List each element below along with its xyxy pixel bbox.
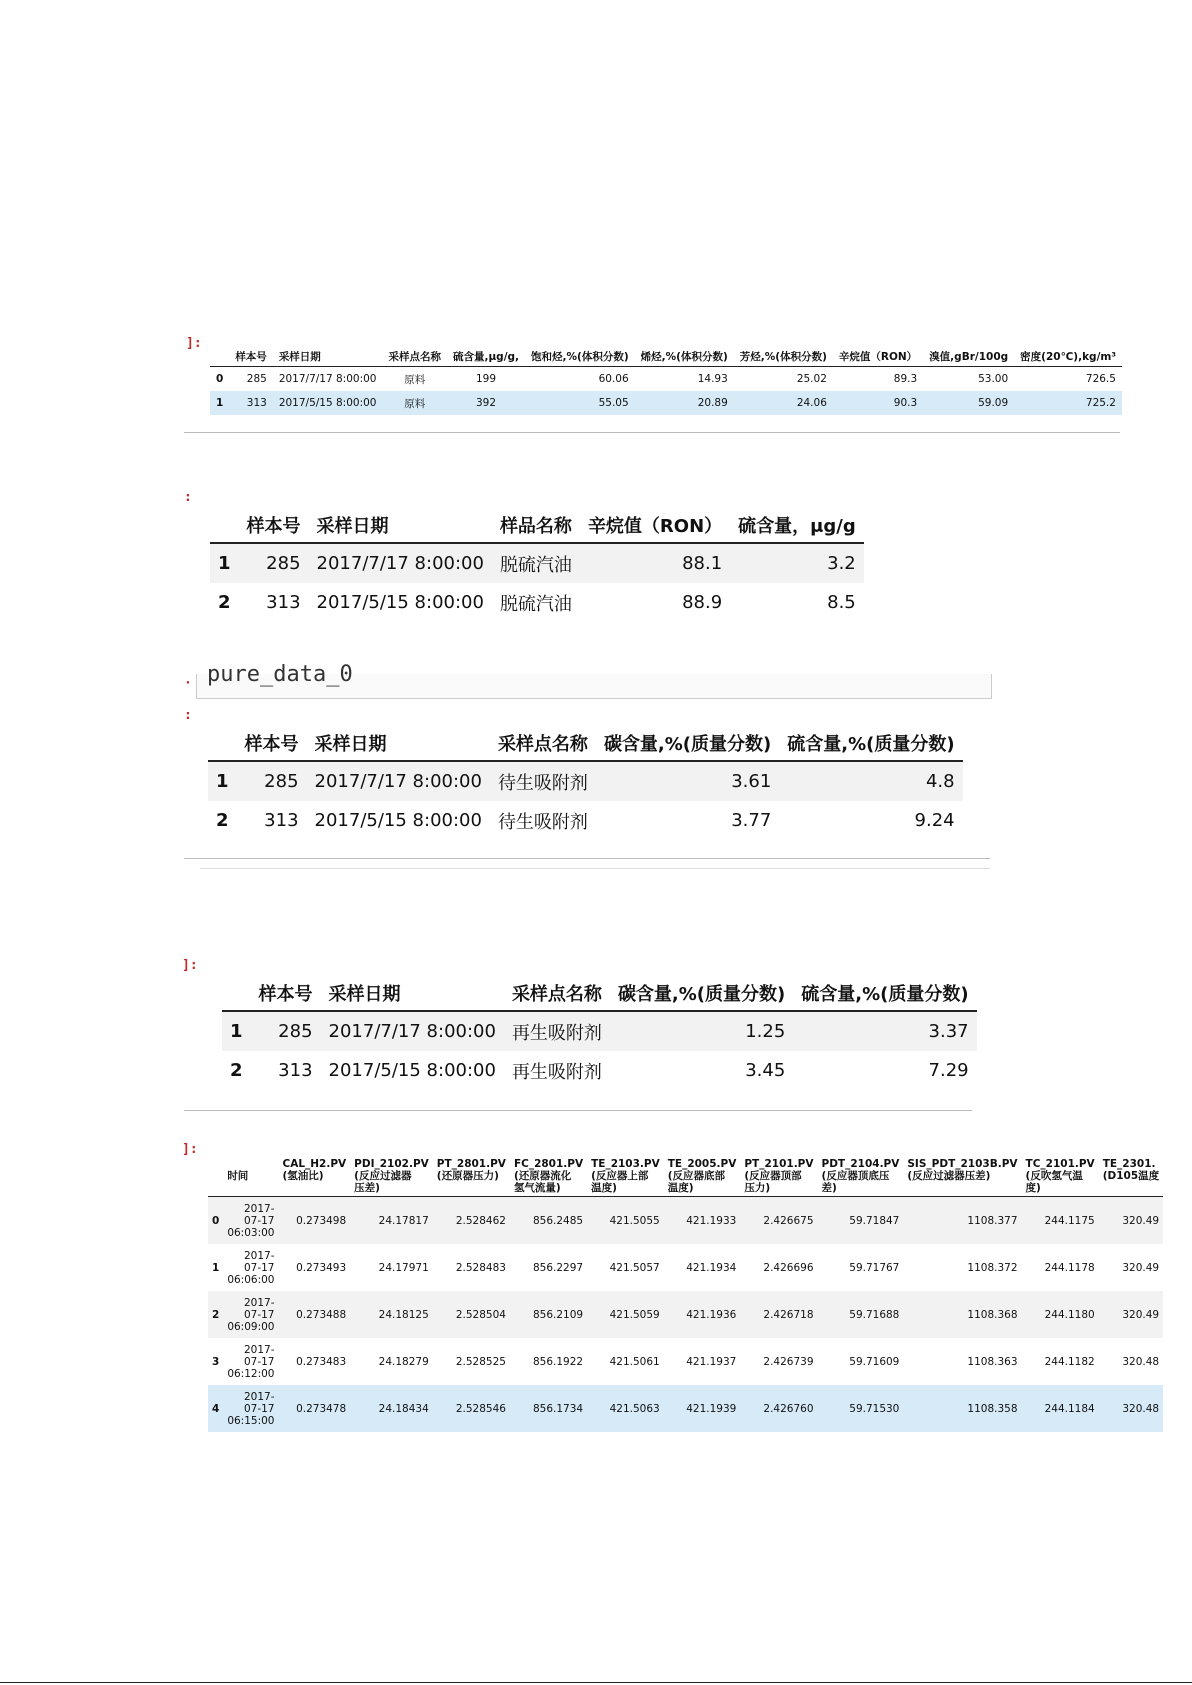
spent-adsorbent-table: [208, 726, 963, 840]
column-header-line: (D105温度: [1102, 1170, 1160, 1182]
table-cell: 320.48: [1122, 1355, 1160, 1368]
table-cell: 脱硫汽油: [499, 554, 572, 576]
column-header: [278, 1156, 350, 1197]
column-header-line: (反吹氢气温: [1025, 1170, 1083, 1182]
table-row: [222, 1051, 977, 1090]
row-index: 1: [216, 397, 224, 409]
column-header: 辛烷值（RON）: [838, 350, 918, 363]
column-header: 样本号: [244, 734, 299, 755]
table-row: [210, 367, 1122, 392]
timestamp-cell: 2017-07-17 06:15:00: [227, 1390, 275, 1427]
table-cell: 2.426675: [763, 1214, 814, 1227]
cell-divider: [184, 858, 990, 859]
table-cell: 24.17817: [378, 1214, 429, 1227]
column-header: 饱和烃,%(体积分数): [531, 350, 629, 363]
table-cell: 421.1934: [686, 1261, 737, 1274]
table-cell: 725.2: [1085, 397, 1116, 409]
row-index: 3: [212, 1355, 220, 1368]
table-cell: 88.9: [682, 592, 723, 613]
table-cell: 3.61: [731, 771, 772, 792]
table-cell: 3.37: [928, 1021, 969, 1042]
column-header: 碳含量,%(质量分数): [603, 734, 772, 755]
table-cell: 59.71767: [849, 1261, 900, 1274]
table-cell: 421.1936: [686, 1308, 737, 1321]
table-cell: 0.273478: [296, 1402, 347, 1415]
table-cell: 59.71688: [849, 1308, 900, 1321]
cell-prompt-code: ·: [184, 676, 192, 691]
table-cell: 59.09: [978, 397, 1009, 409]
table-cell: 285: [278, 1021, 313, 1042]
table-cell: 7.29: [928, 1060, 969, 1081]
timestamp-cell: 2017-07-17 06:06:00: [227, 1249, 275, 1286]
column-header-line: 度): [1025, 1182, 1041, 1194]
desulfurized-gasoline-table: [210, 508, 864, 622]
column-header: [664, 1156, 741, 1197]
table-cell: 2017/7/17 8:00:00: [316, 553, 484, 574]
table-cell: 53.00: [978, 373, 1009, 385]
table-cell: 24.18434: [378, 1402, 429, 1415]
table-cell: 320.48: [1122, 1402, 1160, 1415]
table-row: [208, 1338, 1163, 1385]
table-cell: 285: [246, 373, 267, 385]
table-cell: 2.528504: [455, 1308, 506, 1321]
table-cell: 421.1937: [686, 1355, 737, 1368]
table-cell: 0.273483: [296, 1355, 347, 1368]
table-cell: 2017/5/15 8:00:00: [278, 397, 377, 409]
table-cell: 3.77: [731, 810, 772, 831]
row-index: 2: [216, 810, 229, 831]
column-header: 采样日期: [328, 984, 401, 1005]
page-bottom-rule: [0, 1682, 1192, 1683]
column-header: [510, 1156, 587, 1197]
table-cell: 2.528546: [455, 1402, 506, 1415]
table-cell: 320.49: [1122, 1261, 1160, 1274]
column-header: 芳烃,%(体积分数): [739, 350, 827, 363]
column-header: [1022, 1156, 1099, 1197]
column-header: 硫含量，μg/g: [738, 516, 856, 537]
table-cell: 244.1175: [1044, 1214, 1095, 1227]
table-cell: 1108.358: [967, 1402, 1018, 1415]
column-header-line: (反应器底部: [667, 1170, 726, 1182]
column-header: 样本号: [258, 984, 313, 1005]
row-index: 2: [230, 1060, 243, 1081]
table-row: [208, 761, 963, 801]
table-cell: 60.06: [598, 373, 629, 385]
table-cell: 421.5061: [609, 1355, 660, 1368]
output-table-1: [210, 346, 1122, 415]
table-cell: 0.273498: [296, 1214, 347, 1227]
table-cell: 3.45: [745, 1060, 786, 1081]
table-row: [208, 1197, 1163, 1245]
column-header-line: TE_2103.PV: [591, 1158, 660, 1170]
table-cell: 313: [246, 397, 267, 409]
table-cell: 2017/7/17 8:00:00: [278, 373, 377, 385]
regenerated-adsorbent-table: [222, 976, 977, 1090]
column-header: [903, 1156, 1021, 1197]
table-cell: 89.3: [893, 373, 918, 385]
column-header-line: 压差): [354, 1182, 380, 1194]
table-cell: 脱硫汽油: [499, 593, 572, 615]
table-cell: 856.2485: [533, 1214, 584, 1227]
table-cell: 1108.363: [967, 1355, 1018, 1368]
table-cell: 313: [278, 1060, 313, 1081]
output-table-2: [210, 508, 864, 622]
column-header-line: (还原器流化: [513, 1170, 572, 1182]
table-cell: 原料: [404, 397, 426, 410]
column-header: 样本号: [246, 516, 301, 537]
table-cell: 1.25: [745, 1021, 786, 1042]
table-cell: 244.1182: [1044, 1355, 1095, 1368]
column-header-line: 温度): [591, 1182, 617, 1194]
table-cell: 25.02: [796, 373, 827, 385]
row-index: 1: [212, 1261, 220, 1274]
column-header: 烯烃,%(体积分数): [640, 350, 728, 363]
table-cell: 2.426739: [763, 1355, 814, 1368]
column-header: 溴值,gBr/100g: [929, 350, 1009, 363]
table-cell: 1108.372: [967, 1261, 1018, 1274]
column-header: [1099, 1156, 1163, 1197]
table-cell: 856.2109: [533, 1308, 584, 1321]
column-header: [223, 1156, 278, 1197]
row-index: 0: [216, 373, 224, 385]
table-cell: 3.2: [827, 553, 856, 574]
column-header: 采样日期: [316, 516, 389, 537]
table-cell: 待生吸附剂: [497, 811, 588, 833]
table-cell: 421.5057: [609, 1261, 660, 1274]
table-cell: 856.1922: [533, 1355, 584, 1368]
table-cell: 59.71847: [849, 1214, 900, 1227]
row-index: 1: [216, 771, 229, 792]
column-header: [818, 1156, 904, 1197]
column-header: [222, 976, 251, 1011]
column-header-line: 压力): [744, 1182, 771, 1194]
table-cell: 2017/5/15 8:00:00: [328, 1060, 496, 1081]
column-header-line: SIS_PDT_2103B.PV: [907, 1158, 1018, 1170]
cell-prompt-2: :: [184, 490, 192, 505]
table-cell: 20.89: [697, 397, 728, 409]
table-cell: 421.1939: [686, 1402, 737, 1415]
table-cell: 0.273493: [296, 1261, 347, 1274]
table-cell: 421.5055: [609, 1214, 660, 1227]
table-cell: 24.17971: [378, 1261, 429, 1274]
table-cell: 1108.368: [967, 1308, 1018, 1321]
table-cell: 285: [264, 771, 299, 792]
table-row: [210, 543, 864, 583]
column-header: [740, 1156, 817, 1197]
column-header: 采样点名称: [497, 734, 588, 755]
table-row: [208, 1291, 1163, 1338]
table-cell: 88.1: [682, 553, 723, 574]
table-cell: 421.5063: [609, 1402, 660, 1415]
column-header-line: 氢气流量): [513, 1182, 561, 1194]
table-cell: 90.3: [893, 397, 918, 409]
table-cell: 2.426760: [763, 1402, 814, 1415]
column-header-line: PDT_2104.PV: [821, 1158, 900, 1170]
row-index: 1: [230, 1021, 243, 1042]
column-header: 密度(20℃),kg/m³: [1020, 350, 1116, 363]
column-header: 辛烷值（RON）: [587, 516, 723, 537]
row-index: 1: [218, 553, 231, 574]
table-row: [208, 801, 963, 840]
cell-divider: [184, 1110, 972, 1111]
output-table-3: [208, 726, 963, 840]
column-header-line: FC_2801.PV: [513, 1158, 584, 1170]
column-header-line: PT_2101.PV: [744, 1158, 814, 1170]
column-header-line: PDI_2102.PV: [354, 1158, 429, 1170]
table-cell: 24.18279: [378, 1355, 429, 1368]
table-cell: 24.06: [796, 397, 827, 409]
output-table-5: [208, 1156, 1160, 1432]
table-row: [208, 1385, 1163, 1432]
column-header: [210, 508, 239, 543]
table-cell: 244.1184: [1044, 1402, 1095, 1415]
column-header-line: (反应器顶底压: [821, 1170, 890, 1182]
table-cell: 2.528462: [455, 1214, 506, 1227]
column-header: 采样日期: [314, 734, 387, 755]
table-row: [208, 1244, 1163, 1291]
table-cell: 421.1933: [686, 1214, 737, 1227]
table-cell: 320.49: [1122, 1308, 1160, 1321]
table-cell: 原料: [404, 373, 426, 386]
table-cell: 2.426718: [763, 1308, 814, 1321]
table-cell: 2017/7/17 8:00:00: [328, 1021, 496, 1042]
output-table-4: [222, 976, 977, 1090]
column-header-line: (还原器压力): [436, 1170, 499, 1182]
table-cell: 856.2297: [533, 1261, 584, 1274]
table-cell: 2017/7/17 8:00:00: [314, 771, 482, 792]
table-cell: 244.1178: [1044, 1261, 1095, 1274]
column-header: 样品名称: [499, 516, 572, 537]
table-row: [210, 391, 1122, 415]
column-header-line: (反应器顶部: [744, 1170, 802, 1182]
table-cell: 再生吸附剂: [511, 1061, 602, 1083]
table-row: [222, 1011, 977, 1051]
column-header-line: PT_2801.PV: [436, 1158, 506, 1170]
column-header: [433, 1156, 510, 1197]
column-header: [208, 1156, 223, 1197]
column-header: 硫含量,%(质量分数): [801, 984, 969, 1005]
cell-divider: [200, 868, 990, 869]
column-header: [587, 1156, 664, 1197]
table-cell: 2017/5/15 8:00:00: [316, 592, 484, 613]
column-header-line: CAL_H2.PV: [282, 1158, 347, 1170]
table-cell: 14.93: [697, 373, 728, 385]
row-index: 2: [212, 1308, 220, 1321]
cell-divider: [184, 432, 1120, 433]
table-cell: 856.1734: [533, 1402, 584, 1415]
column-header-line: TE_2005.PV: [667, 1158, 737, 1170]
table-cell: 59.71609: [849, 1355, 900, 1368]
timestamp-cell: 2017-07-17 06:03:00: [227, 1202, 275, 1239]
table-cell: 285: [266, 553, 301, 574]
row-index: 0: [212, 1214, 220, 1227]
cell-prompt-1: ]:: [186, 336, 202, 351]
table-cell: 4.8: [925, 771, 955, 792]
code-text: pure_data_0: [207, 662, 353, 687]
table-cell: 2.426696: [763, 1261, 814, 1274]
table-cell: 320.49: [1122, 1214, 1160, 1227]
timestamp-cell: 2017-07-17 06:09:00: [227, 1296, 275, 1333]
table-cell: 0.273488: [296, 1308, 347, 1321]
table-cell: 244.1180: [1044, 1308, 1095, 1321]
column-header-line: 温度): [667, 1182, 694, 1194]
process-variables-table: [208, 1156, 1163, 1432]
column-header: 采样点名称: [511, 984, 602, 1005]
table-cell: 726.5: [1085, 373, 1116, 385]
column-header: 采样点名称: [388, 350, 441, 363]
table-cell: 待生吸附剂: [497, 772, 588, 794]
table-cell: 2.528525: [455, 1355, 506, 1368]
column-header: 硫含量,%(质量分数): [787, 734, 955, 755]
table-cell: 2017/5/15 8:00:00: [314, 810, 482, 831]
table-cell: 313: [264, 810, 299, 831]
row-index: 4: [212, 1402, 220, 1415]
table-cell: 55.05: [598, 397, 629, 409]
column-header-line: (反应过滤器压差): [907, 1170, 991, 1182]
column-header-line: (氢油比): [282, 1170, 324, 1182]
table-cell: 59.71530: [849, 1402, 900, 1415]
table-cell: 8.5: [827, 592, 856, 613]
cell-prompt-4: ]:: [182, 958, 198, 973]
column-header-line: TC_2101.PV: [1025, 1158, 1095, 1170]
column-header: [208, 726, 237, 761]
table-cell: 421.5059: [609, 1308, 660, 1321]
table-cell: 24.18125: [378, 1308, 429, 1321]
row-index: 2: [218, 592, 231, 613]
cell-prompt-3: :: [184, 708, 192, 723]
table-cell: 1108.377: [967, 1214, 1018, 1227]
column-header-line: 差): [821, 1182, 837, 1194]
column-header-line: (反应器上部: [591, 1170, 649, 1182]
column-header-line: (反应过滤器: [354, 1170, 412, 1182]
column-header: 采样日期: [278, 350, 321, 363]
column-header-line: TE_2301.: [1102, 1158, 1156, 1170]
table-row: [210, 583, 864, 622]
column-header: 硫含量,μg/g,: [452, 350, 520, 363]
column-header: [350, 1156, 433, 1197]
cell-prompt-5: ]:: [182, 1142, 198, 1157]
table-cell: 392: [475, 397, 497, 409]
feedstock-table: [210, 346, 1122, 415]
table-cell: 313: [266, 592, 301, 613]
code-cell-fragment[interactable]: [196, 662, 992, 699]
table-cell: 9.24: [914, 810, 955, 831]
table-cell: 199: [475, 373, 497, 385]
table-cell: 再生吸附剂: [511, 1022, 602, 1044]
timestamp-cell: 2017-07-17 06:12:00: [227, 1343, 275, 1380]
column-header: 样本号: [235, 350, 267, 363]
column-header-line: 时间: [227, 1170, 249, 1182]
column-header: 碳含量,%(质量分数): [617, 984, 786, 1005]
table-cell: 2.528483: [455, 1261, 506, 1274]
column-header: [210, 346, 229, 367]
